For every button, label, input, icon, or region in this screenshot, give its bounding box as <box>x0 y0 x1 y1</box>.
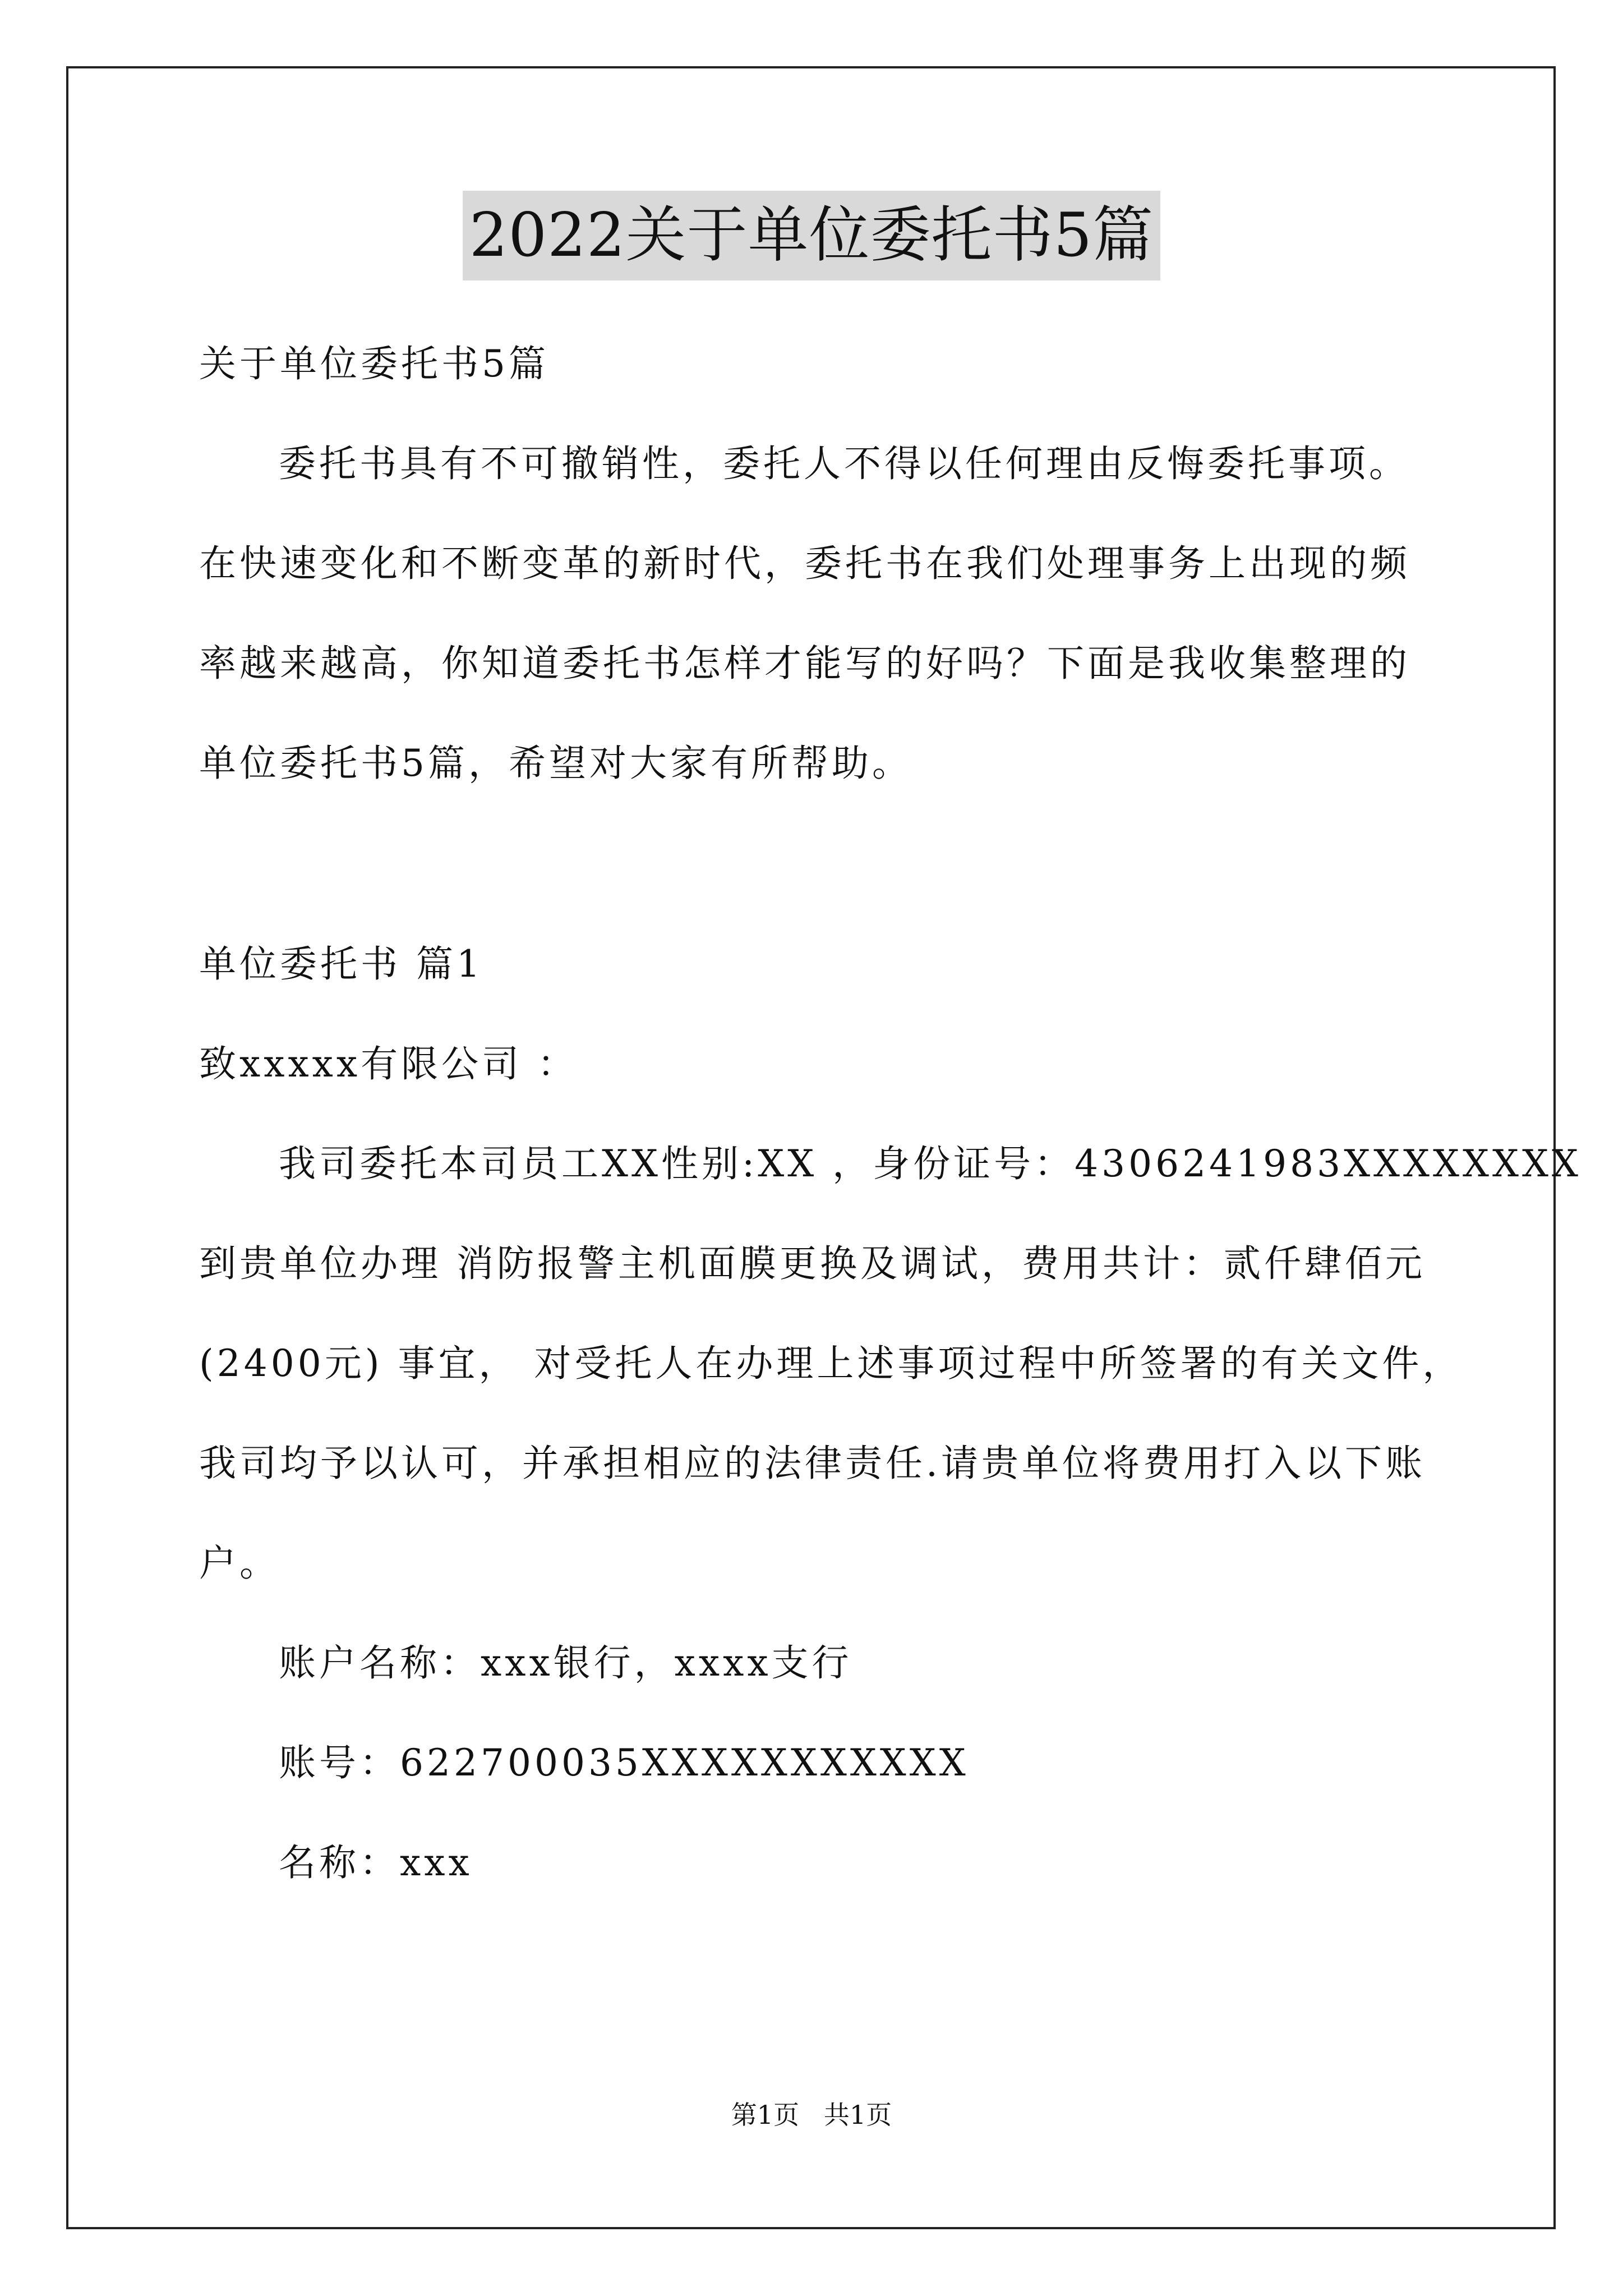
body-line: 到贵单位办理 消防报警主机面膜更换及调试，费用共计：贰仟肆佰元 <box>199 1242 1426 1285</box>
body-line: 户。 <box>199 1542 280 1585</box>
body-line: 我司委托本司员工XX性别:XX ，身份证号：4306241983XXXXXXXX <box>279 1142 1581 1185</box>
account-number: 账号：622700035XXXXXXXXXXX <box>279 1741 969 1784</box>
spacer <box>199 813 1438 914</box>
document-body <box>199 314 1581 1913</box>
intro-line: 委托书具有不可撤销性，委托人不得以任何理由反悔委托事项。 <box>279 442 1409 485</box>
page-number: 第1页 共1页 <box>731 2100 892 2130</box>
intro-line: 率越来越高，你知道委托书怎样才能写的好吗？下面是我收集整理的 <box>199 642 1410 685</box>
payee-name: 名称：xxx <box>279 1841 473 1884</box>
intro-line: 在快速变化和不断变革的新时代，委托书在我们处理事务上出现的频 <box>199 542 1410 585</box>
subtitle: 关于单位委托书5篇 <box>199 342 549 385</box>
addressee: 致xxxxx有限公司 ： <box>199 1042 578 1085</box>
title-container <box>0 191 1623 280</box>
document-title: 2022关于单位委托书5篇 <box>463 191 1161 280</box>
body-line: (2400元) 事宜， 对受托人在办理上述事项过程中所签署的有关文件， <box>199 1342 1463 1385</box>
account-name: 账户名称：xxx银行，xxxx支行 <box>279 1641 852 1685</box>
section-heading: 单位委托书 篇1 <box>199 942 483 986</box>
intro-line: 单位委托书5篇，希望对大家有所帮助。 <box>199 742 912 785</box>
body-line: 我司均予以认可，并承担相应的法律责任.请贵单位将费用打入以下账 <box>199 1442 1426 1485</box>
